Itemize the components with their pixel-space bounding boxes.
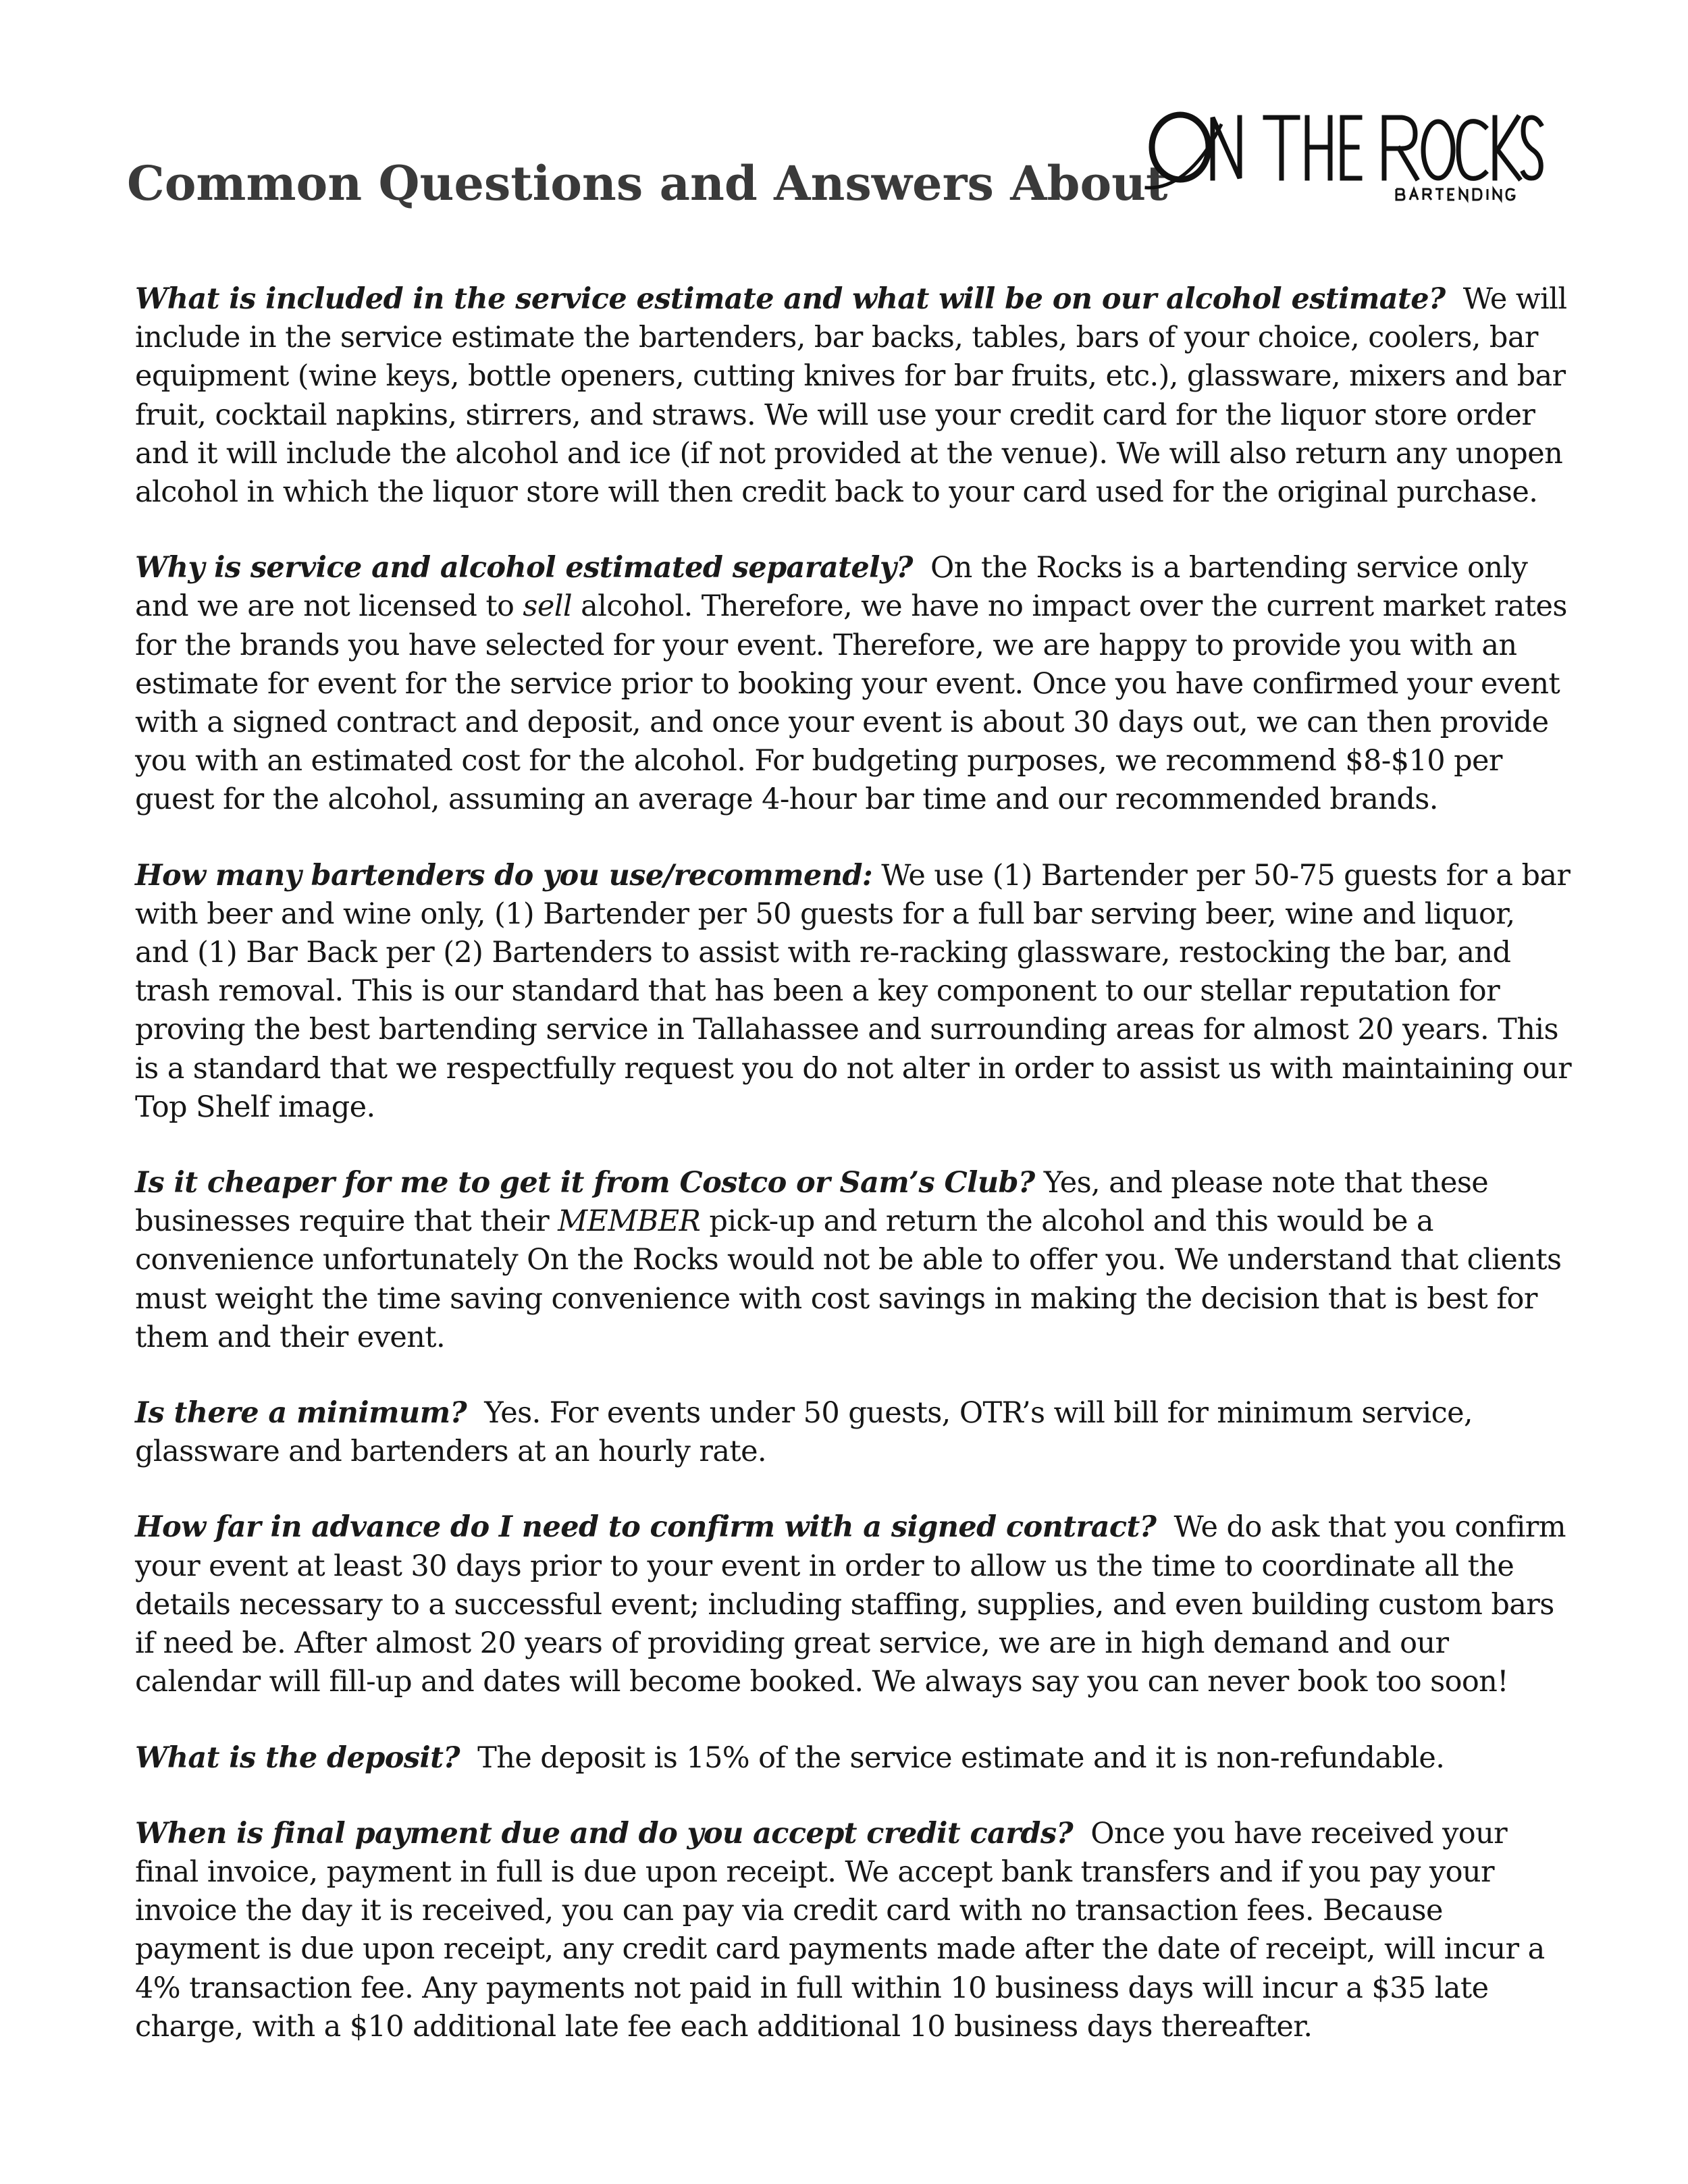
- faq-question: How far in advance do I need to confirm with a signed contract?: [135, 1510, 1157, 1545]
- faq-answer: Yes. For events under 50 guests, OTR’s will bill for minimum service, glassware and bartenders at an hourly rate.: [135, 1396, 1473, 1469]
- page-title: Common Questions and Answers About: [127, 155, 1168, 211]
- faq-question: Is there a minimum?: [135, 1396, 467, 1431]
- faq-answer: We will include in the service estimate the bartenders, bar backs, tables, bars of your choice, coolers, bar equipment (wine keys, bottle openers, cutting knives for bar fruits, etc.), glassware, mixers and bar fruit, cocktail napkins, stirrers, and straws. We will use your credit card for the liquor store order and it will include the alcohol and ice (if not provided at the venue). We will also return any unopen alcohol in which the liquor store will then credit back to your card used for the original purchase.: [135, 282, 1567, 510]
- faq-question: How many bartenders do you use/recommend:: [135, 858, 873, 893]
- faq-answer: pick-up and return the alcohol and this would be a convenience unfortunately On the Rocks would not be able to offer you. We understand that clients must weight the time saving convenience with cost savings in making the decision that is best for them and their event.: [135, 1204, 1562, 1354]
- faq-item: [135, 549, 1573, 819]
- faq-item: [135, 1394, 1573, 1471]
- faq-answer: We use (1) Bartender per 50-75 guests for a bar with beer and wine only, (1) Bartender per 50 guests for a full bar serving beer, wine and liquor, and (1) Bar Back per (2) Bartenders to assist with re-racking glassware, restocking the bar, and trash removal. This is our standard that has been a key component to our stellar reputation for proving the best bartending service in Tallahassee and surrounding areas for almost 20 years. This is a standard that we respectfully request you do not alter in order to assist us with maintaining our Top Shelf image.: [135, 858, 1572, 1124]
- faq-answer: alcohol. Therefore, we have no impact over the current market rates for the brands you have selected for your event. Therefore, we are happy to provide you with an estimate for event for the service prior to booking your event. Once you have confirmed your event with a signed contract and deposit, and once your event is about 30 days out, we can then provide you with an estimated cost for the alcohol. For budgeting purposes, we recommend $8-$10 per guest for the alcohol, assuming an average 4-hour bar time and our recommended brands.: [135, 589, 1567, 817]
- faq-list: [135, 280, 1573, 2083]
- faq-item: [135, 1739, 1573, 1778]
- faq-answer: Once you have received your final invoice, payment in full is due upon receipt. We accept bank transfers and if you pay your invoice the day it is received, you can pay via credit card with no transaction fees. Because payment is due upon receipt, any credit card payments made after the date of receipt, will incur a 4% transaction fee. Any payments not paid in full within 10 business days will incur a $35 late charge, with a $10 additional late fee each additional 10 business days thereafter.: [135, 1816, 1545, 2044]
- faq-answer: On the Rocks is a bartending service only and we are not licensed to: [135, 551, 1528, 624]
- faq-item: [135, 857, 1573, 1127]
- faq-question: What is included in the service estimate and what will be on our alcohol estimate?: [135, 282, 1446, 316]
- faq-question: What is the deposit?: [135, 1740, 460, 1775]
- faq-question: When is final payment due and do you accept credit cards?: [135, 1816, 1074, 1850]
- on-the-rocks-logo-icon: [1133, 108, 1545, 209]
- faq-answer: Yes, and please note that these businesses require that their: [135, 1166, 1489, 1239]
- company-logo: [1133, 108, 1545, 209]
- faq-answer-emphasis: MEMBER: [558, 1204, 701, 1239]
- faq-item: [135, 280, 1573, 512]
- faq-item: [135, 1164, 1573, 1357]
- faq-answer-emphasis: sell: [523, 589, 572, 624]
- faq-question: Is it cheaper for me to get it from Costco or Sam’s Club?: [135, 1166, 1035, 1200]
- faq-item: [135, 1815, 1573, 2046]
- page-header: [127, 108, 1579, 230]
- faq-answer: We do ask that you confirm your event at least 30 days prior to your event in order to allow us the time to coordinate all the details necessary to a successful event; including staffing, supplies, and even building custom bars if need be. After almost 20 years of providing great service, we are in high demand and our calendar will fill-up and dates will become booked. We always say you can never book too soon!: [135, 1510, 1566, 1699]
- faq-answer: The deposit is 15% of the service estimate and it is non-refundable.: [477, 1740, 1445, 1775]
- faq-item: [135, 1508, 1573, 1701]
- faq-question: Why is service and alcohol estimated separately?: [135, 551, 913, 585]
